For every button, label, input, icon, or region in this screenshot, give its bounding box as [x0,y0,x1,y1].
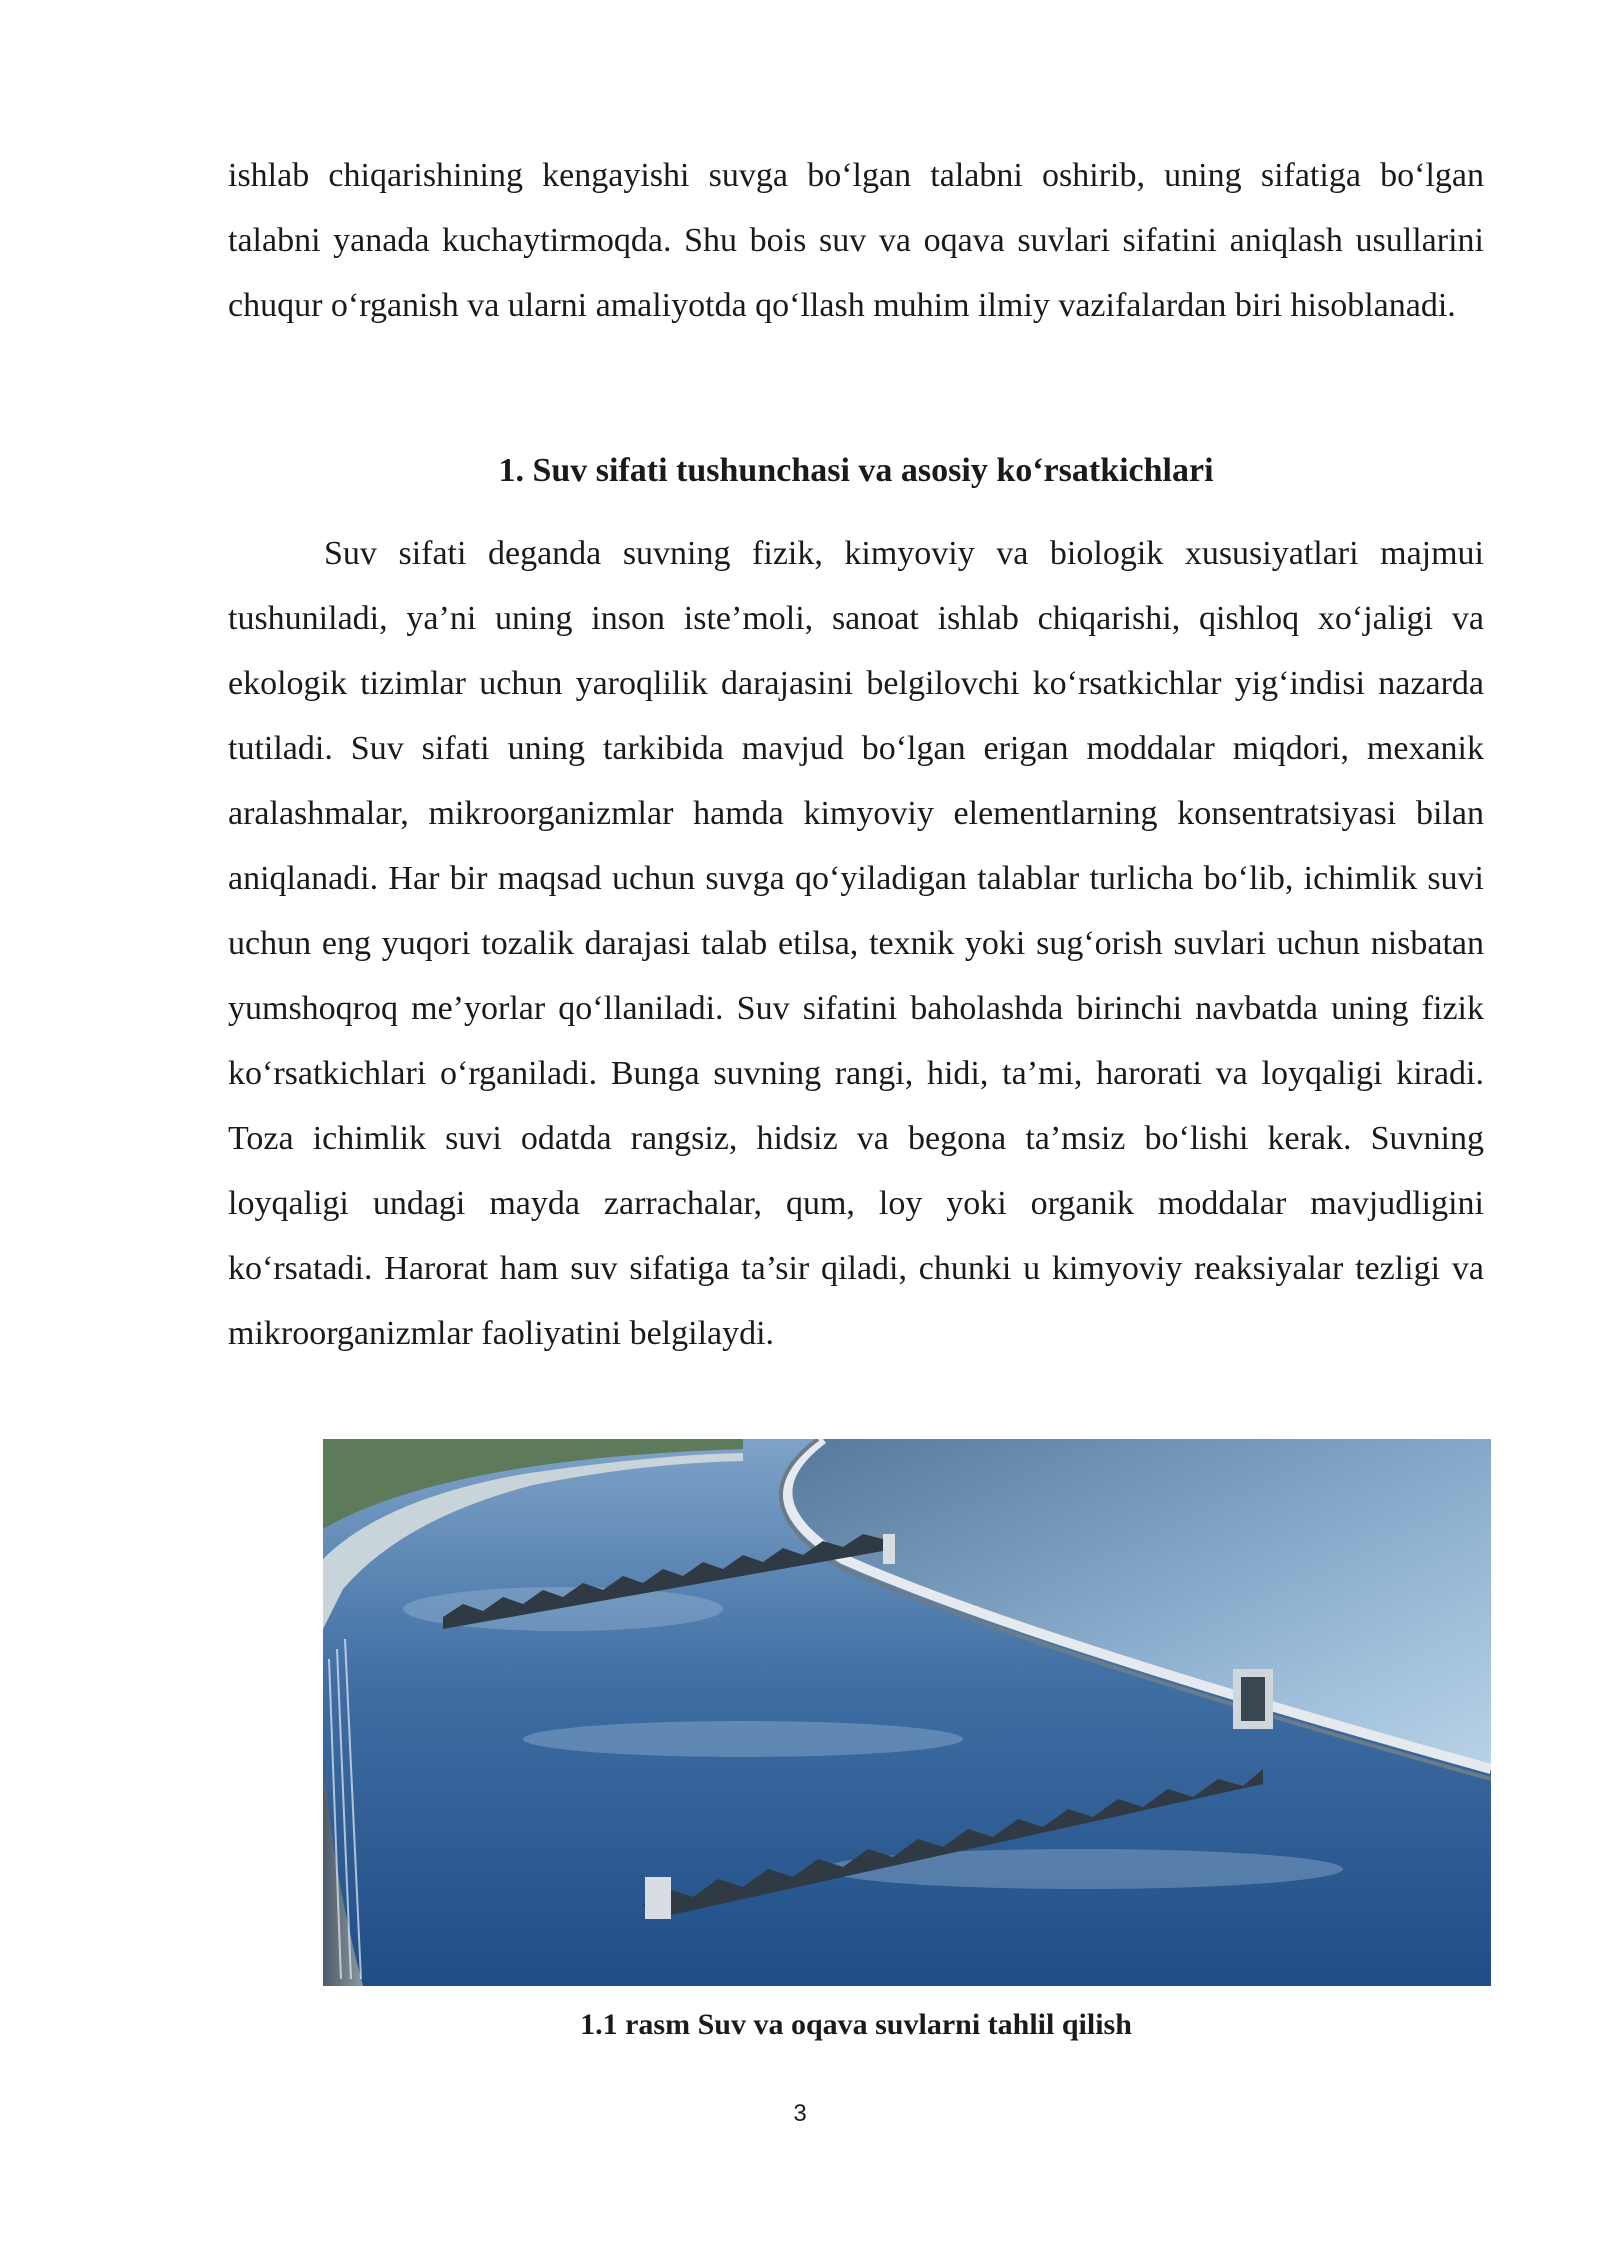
figure-image [323,1439,1491,1986]
page-number: 3 [793,2100,807,2127]
body-paragraph-text: Suv sifati deganda suvning fizik, kimyoviy va biologik xususiyatlari majmui tushuniladi, ya’ni uning inson iste’moli, sanoat ishlab chiqarishi, qishloq xo‘jaligi va ekologik tizimlar uchun yaroqlilik darajasini belgilovchi ko‘rsatkichlar yig‘indisi nazarda tutiladi. Suv sifati uning tarkibida mavjud bo‘lgan erigan moddalar miqdori, mexanik aralashmalar, mikroorganizmlar hamda kimyoviy elementlarning konsentratsiyasi bilan aniqlanadi. Har bir maqsad uchun suvga qo‘yiladigan talablar turlicha bo‘lib, ichimlik suvi uchun eng yuqori tozalik darajasi talab etilsa, texnik yoki sug‘orish suvlari uchun nisbatan yumshoqroq me’yorlar qo‘llaniladi. Suv sifatini baholashda birinchi navbatda uning fizik ko‘rsatkichlari o‘rganiladi. Bunga suvning rangi, hidi, ta’mi, harorati va loyqaligi kiradi. Toza ichimlik suvi odatda rangsiz, hidsiz va begona ta’msiz bo‘lishi kerak. Suvning loyqaligi undagi mayda zarrachalar, qum, loy yoki organik moddalar mavjudligini ko‘rsatadi. Harorat ham suv sifatiga ta’sir qiladi, chunki u kimyoviy reaksiyalar tezligi va mikroorganizmlar faoliyatini belgilaydi. [228,535,1484,1352]
figure-caption: 1.1 rasm Suv va oqava suvlarni tahlil qilish [580,2008,1132,2041]
clarifier-tank-illustration [323,1439,1491,1986]
section-heading: 1. Suv sifati tushunchasi va asosiy ko‘rsatkichlari [498,452,1214,489]
body-paragraph [228,521,1484,1366]
intro-paragraph [228,143,1484,338]
intro-paragraph-text: ishlab chiqarishining kengayishi suvga bo‘lgan talabni oshirib, uning sifatiga bo‘lgan talabni yanada kuchaytirmoqda. Shu bois suv va oqava suvlari sifatini aniqlash usullarini chuqur o‘rganish va ularni amaliyotda qo‘llash muhim ilmiy vazifalardan biri hisoblanadi. [228,157,1484,324]
